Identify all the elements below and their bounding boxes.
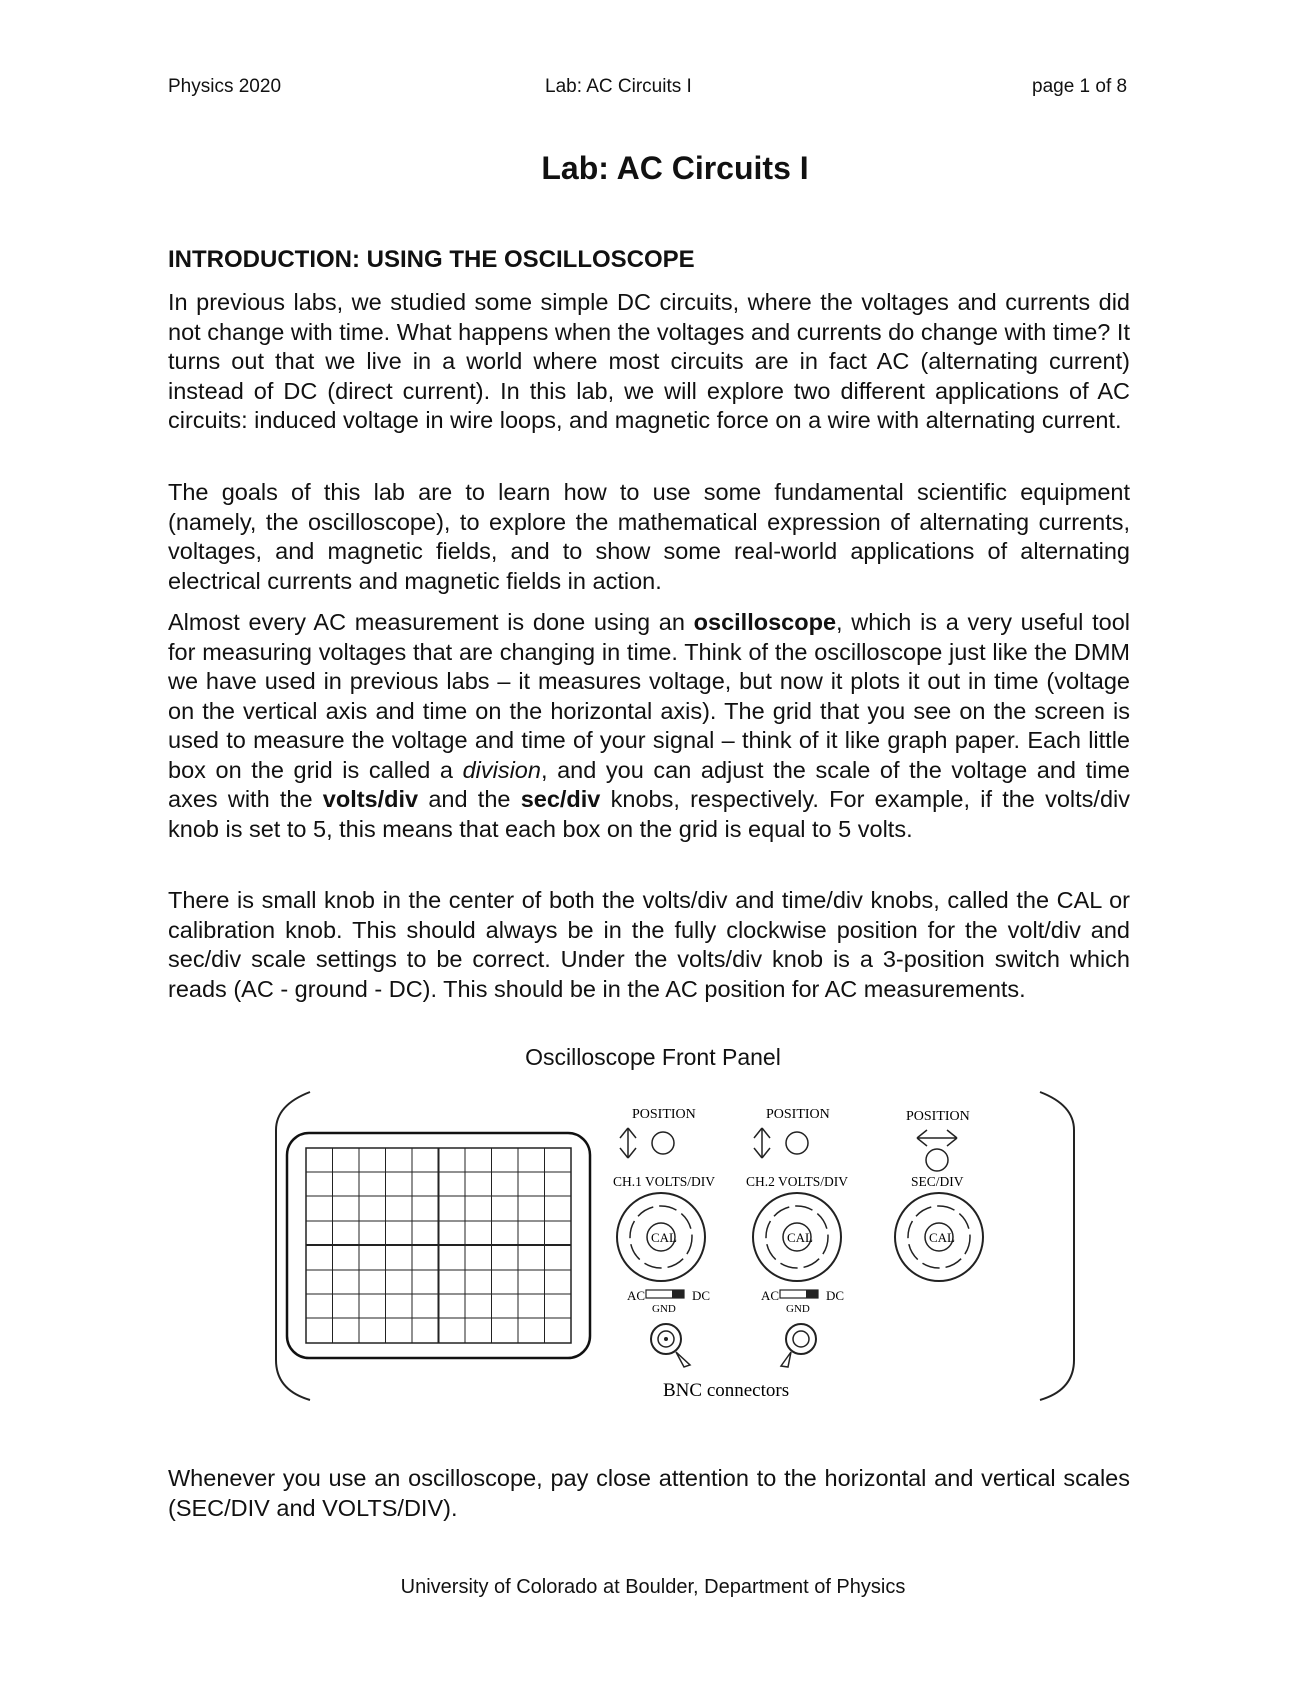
bnc-connectors-label: BNC connectors bbox=[663, 1380, 790, 1401]
ch2-position-label: POSITION bbox=[766, 1107, 830, 1122]
figure-caption: Oscilloscope Front Panel bbox=[525, 1044, 781, 1070]
ch1-position-label: POSITION bbox=[632, 1107, 696, 1122]
ch1-bnc-connector[interactable] bbox=[651, 1324, 681, 1354]
term-division: division bbox=[462, 756, 541, 783]
ch1-volts-div-label: CH.1 VOLTS/DIV bbox=[613, 1174, 716, 1189]
ch2-gnd-label: GND bbox=[786, 1303, 810, 1315]
panel-bracket-right bbox=[1040, 1092, 1074, 1400]
ch2-ac-label: AC bbox=[761, 1288, 780, 1303]
horizontal-position-knob[interactable] bbox=[926, 1149, 948, 1171]
paragraph-scales: Whenever you use an oscilloscope, pay close attention to the horizontal and vertical scales (SEC/DIV and VOLTS/DIV). bbox=[168, 1465, 1130, 1521]
ch2-volts-div-label: CH.2 VOLTS/DIV bbox=[746, 1174, 849, 1189]
paragraph-goals: The goals of this lab are to learn how to use some fundamental scientific equipment (namely, the oscilloscope), to explore the mathematical expression of alternating currents, voltages, and magnetic fields, and to show some real-world applications of alternating electrical currents and magnetic fields in action. bbox=[168, 479, 1130, 594]
term-volts-div: volts/div bbox=[322, 786, 419, 812]
ch2-position-arrow-icon bbox=[754, 1128, 770, 1158]
page-footer: University of Colorado at Boulder, Department of Physics bbox=[400, 1576, 906, 1598]
ch2-bnc-pointer-icon bbox=[781, 1352, 791, 1367]
horizontal-position-arrow-icon bbox=[917, 1130, 957, 1146]
term-sec-div: sec/div bbox=[520, 786, 601, 812]
sec-div-cal-label: CAL bbox=[929, 1230, 955, 1245]
ch2-dc-label: DC bbox=[826, 1288, 845, 1303]
page-title: Lab: AC Circuits I bbox=[541, 150, 809, 186]
header-center: Lab: AC Circuits I bbox=[545, 76, 692, 97]
ch1-gnd-label: GND bbox=[652, 1303, 676, 1315]
ch1-position-arrow-icon bbox=[620, 1128, 636, 1158]
ch1-bnc-pointer-icon bbox=[676, 1352, 690, 1367]
paragraph-oscilloscope: Almost every AC measurement is done using an oscilloscope, which is a very useful tool for measuring voltages that are changing in time. Think of the oscilloscope just like the DMM we have used in previous labs – it measures voltage, but now it plots it out in time (voltage on the vertical axis and time on the horizontal axis). The grid that you see on the screen is used to measure the voltage and time of your signal – think of it like graph paper. Each little box on the grid is called a division, and you can adjust the scale of the voltage and time axes with the volts/div and the sec/div knobs, respectively. For example, if the volts/div knob is set to 5, this means that each box on the grid is equal to 5 volts. bbox=[168, 609, 1130, 842]
ch1-ac-label: AC bbox=[627, 1288, 646, 1303]
ch1-dc-label: DC bbox=[692, 1288, 711, 1303]
ch1-cal-label: CAL bbox=[651, 1230, 677, 1245]
header-left: Physics 2020 bbox=[168, 76, 282, 97]
ch2-bnc-connector[interactable] bbox=[786, 1324, 816, 1354]
screen-grid bbox=[306, 1148, 571, 1343]
paragraph-cal-knob: There is small knob in the center of both the volts/div and time/div knobs, called the CAL or calibration knob. This should always be in the fully clockwise position for the volt/div and sec/div scale settings to be correct. Under the volts/div knob is a 3-position switch which reads (AC - ground - DC). This should be in the AC position for AC measurements. bbox=[168, 887, 1130, 1002]
section-heading: INTRODUCTION: USING THE OSCILLOSCOPE bbox=[168, 246, 695, 273]
ch2-cal-label: CAL bbox=[787, 1230, 813, 1245]
paragraph-intro: In previous labs, we studied some simple DC circuits, where the voltages and currents did not change with time. What happens when the voltages and currents do change with time? It turns out that we live in a world where most circuits are in fact AC (alternating current) instead of DC (direct current). In this lab, we will explore two different applications of AC circuits: induced voltage in wire loops, and magnetic force on a wire with alternating current. bbox=[168, 289, 1130, 433]
ch1-position-knob[interactable] bbox=[652, 1132, 674, 1154]
ch2-position-knob[interactable] bbox=[786, 1132, 808, 1154]
sec-div-label: SEC/DIV bbox=[911, 1174, 964, 1189]
header-page-number: page 1 of 8 bbox=[1032, 76, 1128, 97]
horizontal-position-label: POSITION bbox=[906, 1109, 970, 1124]
term-oscilloscope: oscilloscope bbox=[693, 609, 837, 635]
